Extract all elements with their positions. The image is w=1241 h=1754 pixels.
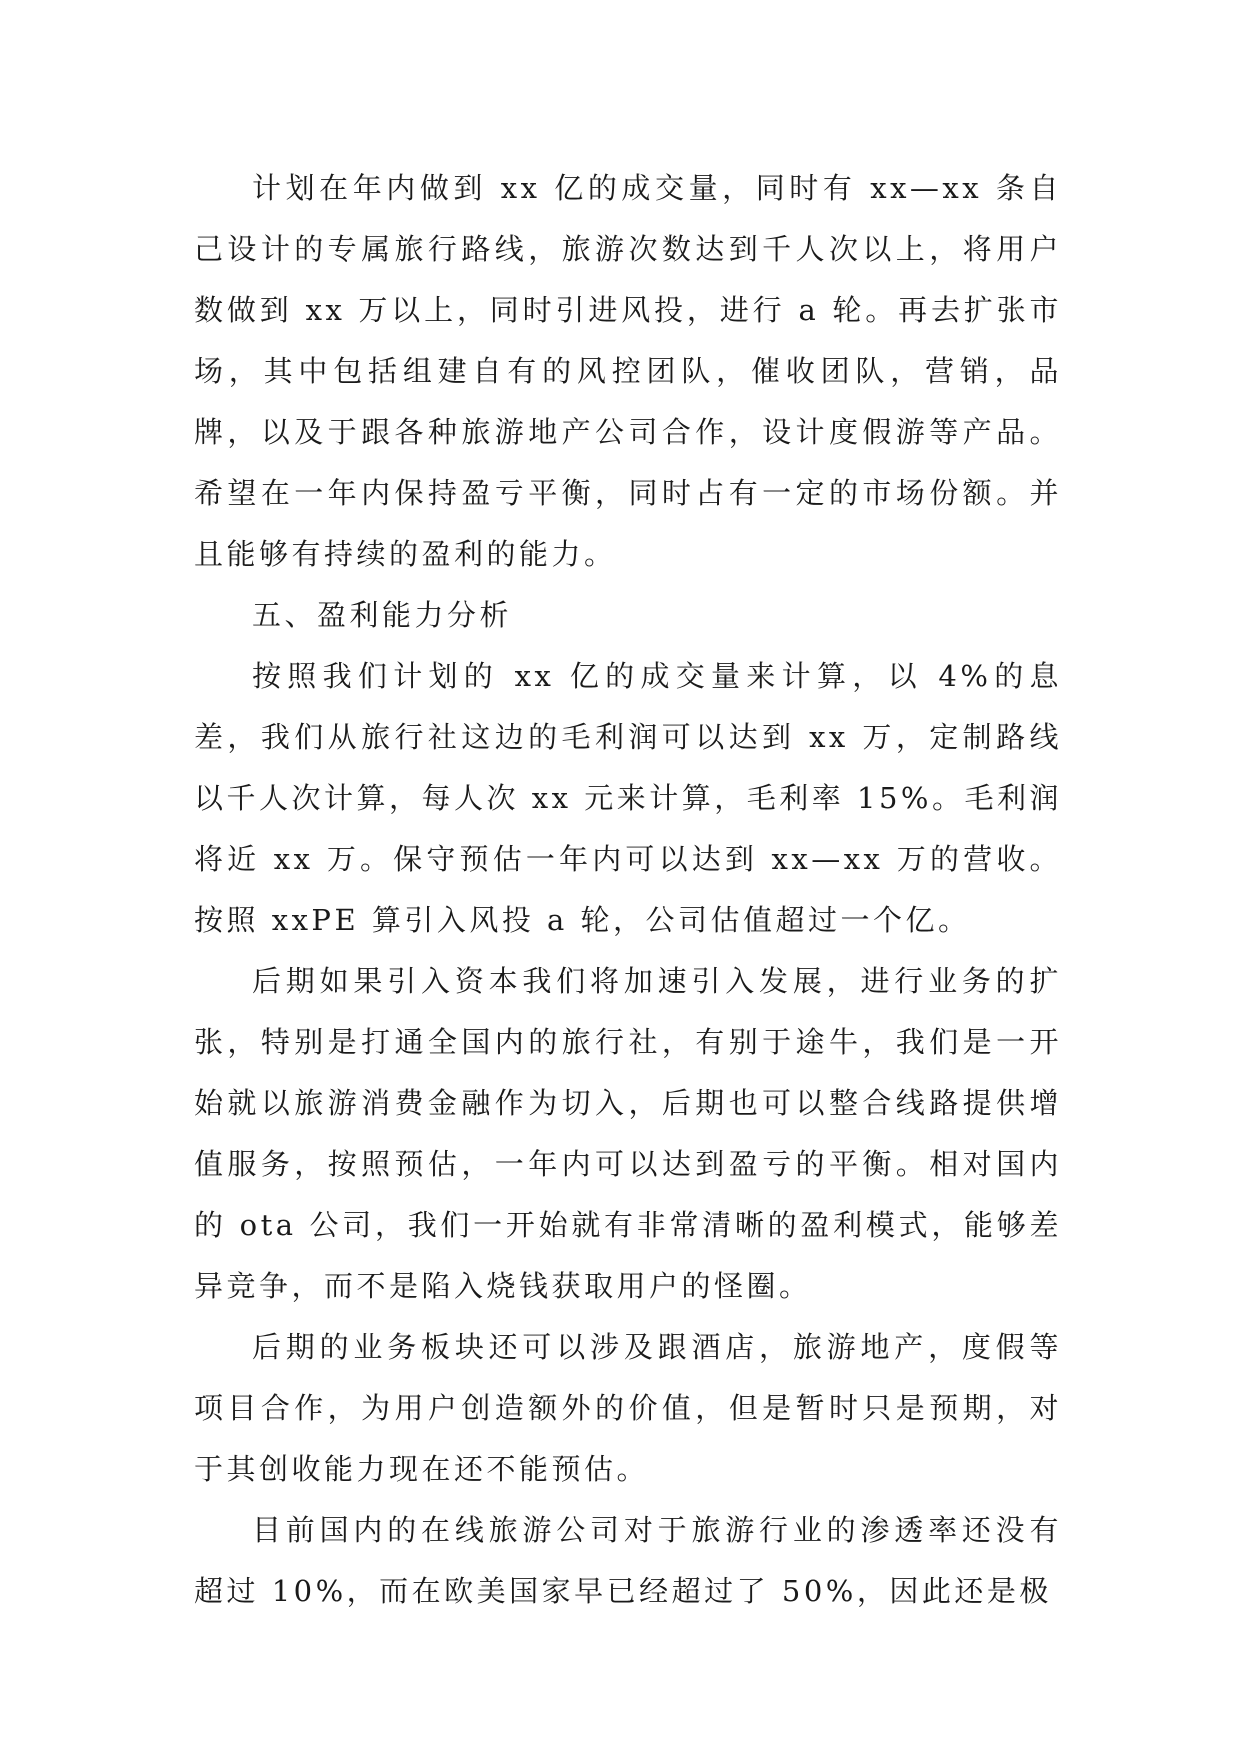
document-body [194, 158, 1062, 1622]
paragraph-revenue-estimate: 按照我们计划的 xx 亿的成交量来计算，以 4%的息差，我们从旅行社这边的毛利润可以达到 xx 万，定制路线以千人次计算，每人次 xx 元来计算，毛利率 15%。毛利润将近 xx 万。保守预估一年内可以达到 xx—xx 万的营收。按照 xxPE 算引入风投 a 轮，公司估值超过一个亿。 [194, 659, 1062, 937]
paragraph-market-penetration: 目前国内的在线旅游公司对于旅游行业的渗透率还没有超过 10%，而在欧美国家早已经超过了 50%，因此还是极 [194, 1513, 1062, 1608]
paragraph-expansion-plan: 后期如果引入资本我们将加速引入发展，进行业务的扩张，特别是打通全国内的旅行社，有别于途牛，我们是一开始就以旅游消费金融作为切入，后期也可以整合线路提供增值服务，按照预估，一年内可以达到盈亏的平衡。相对国内的 ota 公司，我们一开始就有非常清晰的盈利模式，能够差异竞争，而不是陷入烧钱获取用户的怪圈。 [194, 964, 1062, 1303]
paragraph-future-business: 后期的业务板块还可以涉及跟酒店，旅游地产，度假等项目合作，为用户创造额外的价值，但是暂时只是预期，对于其创收能力现在还不能预估。 [194, 1330, 1062, 1486]
section-heading-profitability-analysis: 五、盈利能力分析 [252, 598, 513, 632]
paragraph-plan-targets: 计划在年内做到 xx 亿的成交量，同时有 xx—xx 条自己设计的专属旅行路线，旅游次数达到千人次以上，将用户数做到 xx 万以上，同时引进风投，进行 a 轮。再去扩张市场，其中包括组建自有的风控团队，催收团队，营销，品牌，以及于跟各种旅游地产公司合作，设计度假游等产品。希望在一年内保持盈亏平衡，同时占有一定的市场份额。并且能够有持续的盈利的能力。 [194, 171, 1062, 571]
